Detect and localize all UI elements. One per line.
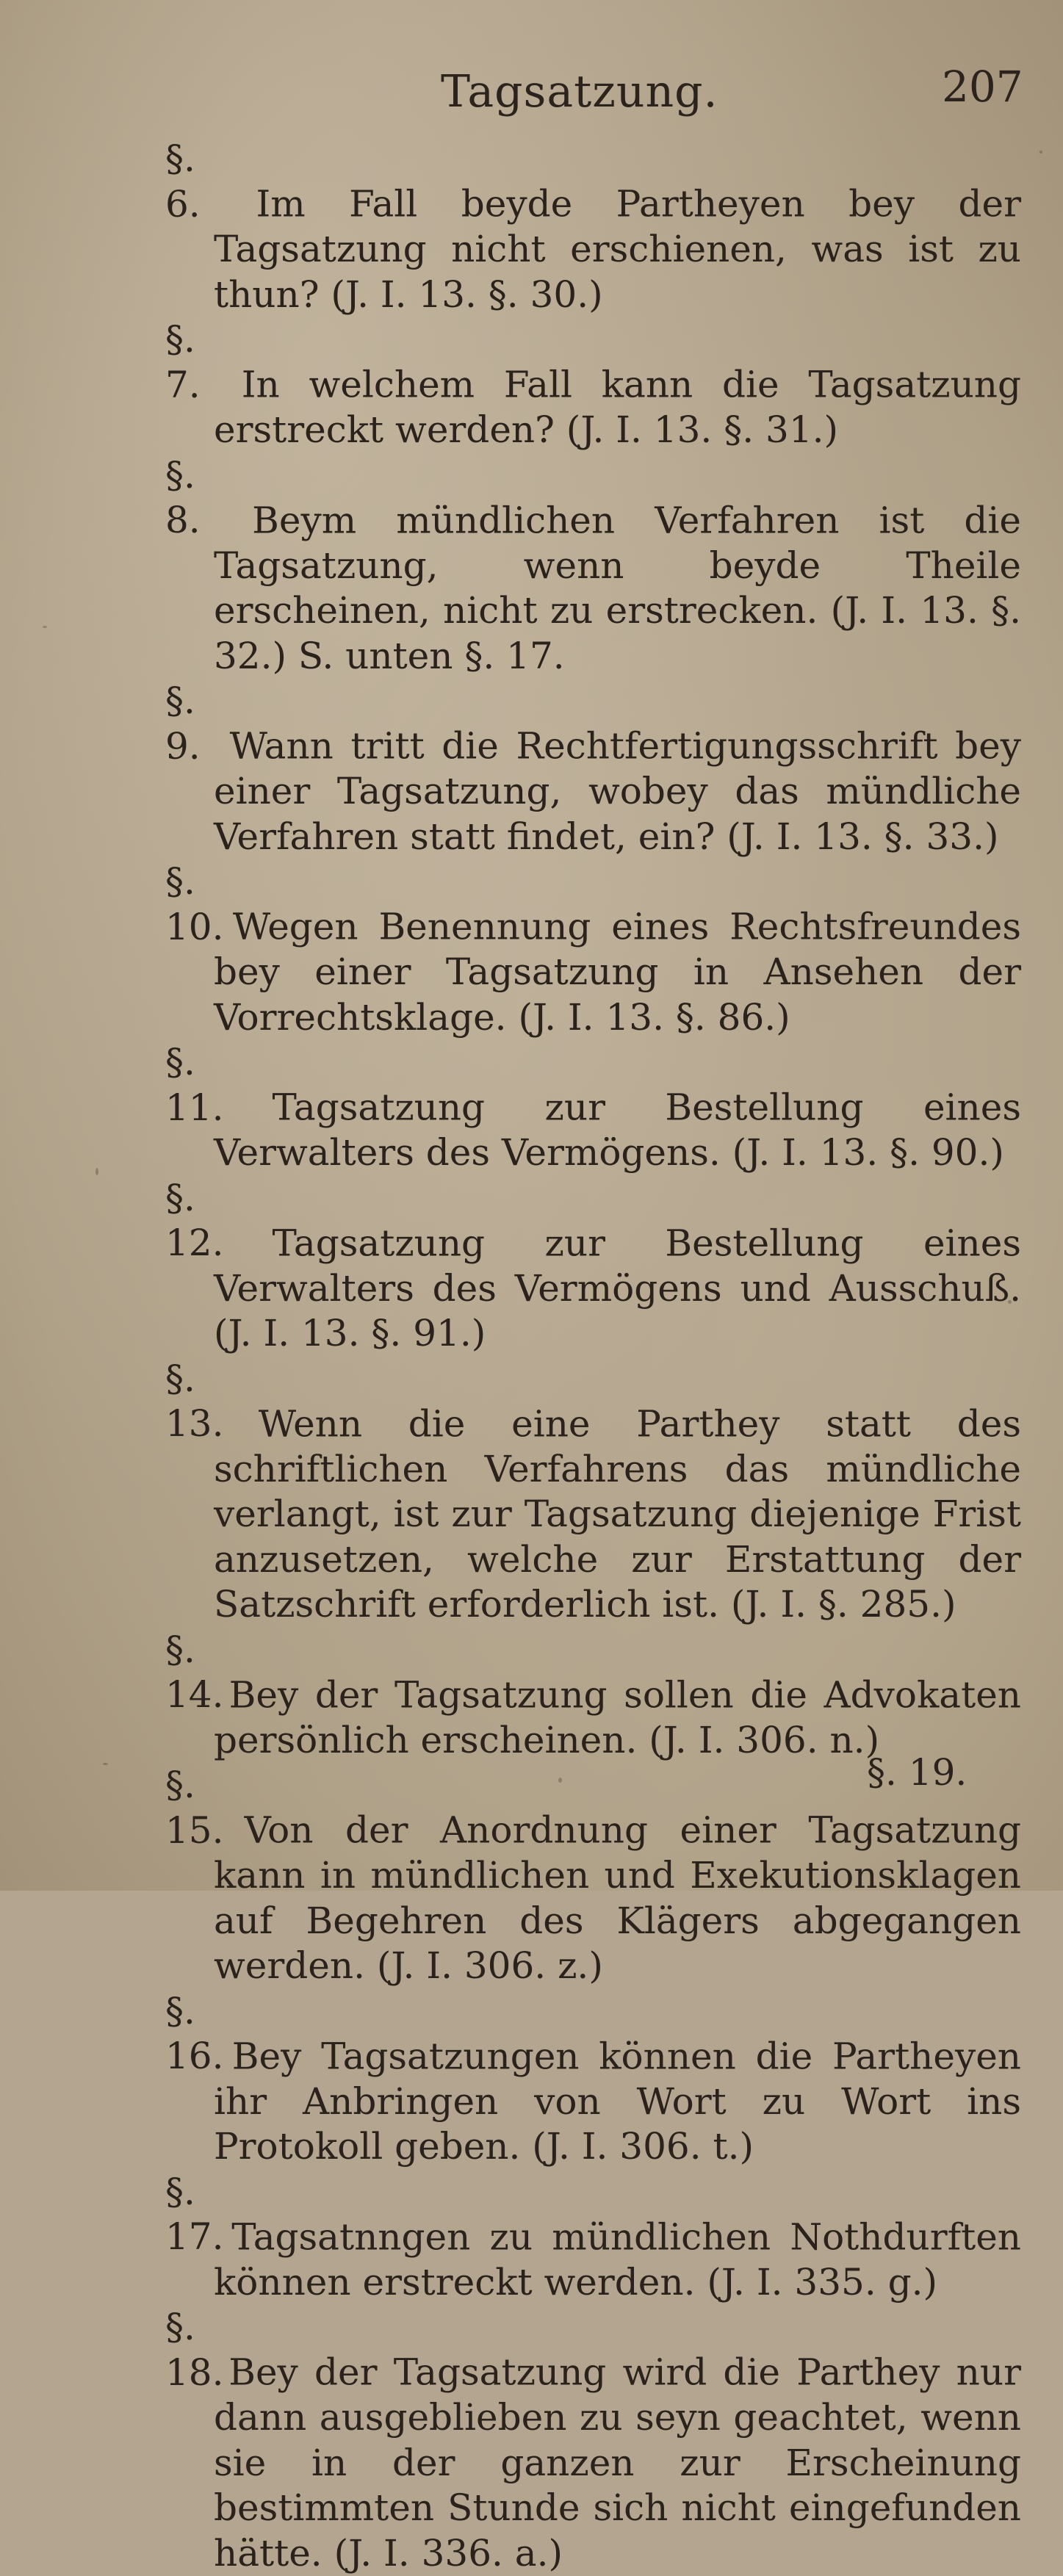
entry-text: Von der Anordnung einer Tagsatzung kann in mündlichen und Exekutionsklagen auf Begehren des Klägers abgegangen werden. (J. I. 306. z.): [214, 1808, 1021, 1987]
entry-text: Beym mündlichen Verfahren ist die Tagsatzung, wenn beyde Theile erscheinen, nicht zu erstrecken. (J. I. 13. §. 32.) S. unten §. 17.: [214, 499, 1021, 677]
section-number: §. 15.: [165, 1764, 224, 1852]
entry-text: Bey der Tagsatzung sollen die Advokaten persönlich erscheinen. (J. I. 306. n.): [214, 1673, 1021, 1761]
entry-text: Bey der Tagsatzung wird die Parthey nur dann ausgeblieben zu seyn geachtet, wenn sie in der ganzen zur Erscheinung bestimmten Stunde sich nicht eingefunden hätte. (J. I. 336. a.): [214, 2350, 1021, 2575]
entry-text: Bey Tagsatzungen können die Partheyen ihr Anbringen von Wort zu Wort ins Protokoll geben. (J. I. 306. t.): [214, 2035, 1021, 2168]
section-number: §. 8.: [165, 453, 201, 541]
section-number: §. 17.: [165, 2170, 224, 2258]
section-number: §. 11.: [165, 1041, 224, 1129]
entry-section-13: [165, 1357, 1021, 1628]
entry-section-16: [165, 1989, 1021, 2170]
entry-text: Tagsatzung zur Bestellung eines Verwalters des Vermögens. (J. I. 13. §. 90.): [214, 1086, 1021, 1174]
entry-section-9: [165, 679, 1021, 859]
section-number: §. 14.: [165, 1628, 224, 1716]
entry-section-11: [165, 1040, 1021, 1176]
entry-text: Tagsatzung zur Bestellung eines Verwalters des Vermögens und Ausschuß. (J. I. 13. §. 91.): [214, 1222, 1021, 1354]
entry-section-6: [165, 137, 1021, 317]
entry-text: Wann tritt die Rechtfertigungsschrift bey einer Tagsatzung, wobey das mündliche Verfahren statt findet, ein? (J. I. 13. §. 33.): [214, 724, 1021, 858]
section-number: §. 7.: [165, 318, 201, 406]
entry-section-10: [165, 859, 1021, 1040]
entry-text: Wegen Benennung eines Rechtsfreundes bey einer Tagsatzung in Ansehen der Vorrechtsklage. (J. I. 13. §. 86.): [214, 905, 1021, 1039]
entry-section-12: [165, 1176, 1021, 1357]
entry-section-15: [165, 1763, 1021, 1989]
entry-text: Im Fall beyde Partheyen bey der Tagsatzung nicht erschienen, was ist zu thun? (J. I. 13. §. 30.): [214, 182, 1021, 316]
entry-section-14: [165, 1628, 1021, 1764]
entry-section-7: [165, 317, 1021, 453]
entry-section-8: [165, 453, 1021, 679]
paper-speck: [558, 1778, 562, 1783]
entries-list: [165, 137, 1021, 2576]
paper-speck: [96, 1168, 98, 1175]
entry-text: Wenn die eine Parthey statt des schriftlichen Verfahrens das mündliche verlangt, ist zur Tagsatzung diejenige Frist anzusetzen, welche zur Erstattung der Satzschrift erforderlich ist. (J. I. §. 285.): [214, 1402, 1021, 1626]
entry-section-17: [165, 2170, 1021, 2306]
section-number: §. 12.: [165, 1176, 224, 1264]
entry-text: Tagsatnngen zu mündlichen Nothdurften können erstreckt werden. (J. I. 335. g.): [214, 2215, 1021, 2303]
section-number: §. 13.: [165, 1357, 224, 1445]
section-number: §. 10.: [165, 860, 224, 948]
paper-speck: [103, 1763, 108, 1765]
section-number: §. 18.: [165, 2306, 224, 2394]
paper-speck: [1039, 151, 1042, 154]
section-number: §. 16.: [165, 1989, 224, 2077]
paper-speck: [43, 626, 47, 628]
section-number: §. 9.: [165, 679, 201, 768]
page-number: 207: [942, 62, 1023, 112]
entry-text: In welchem Fall kann die Tagsatzung erstreckt werden? (J. I. 13. §. 31.): [214, 363, 1021, 451]
entry-section-18: [165, 2305, 1021, 2576]
catchword: §. 19.: [867, 1751, 967, 1794]
running-head: [0, 59, 1063, 125]
paper-speck: [1008, 1300, 1012, 1304]
section-number: §. 6.: [165, 137, 201, 226]
page-title: Tagsatzung.: [441, 66, 718, 118]
